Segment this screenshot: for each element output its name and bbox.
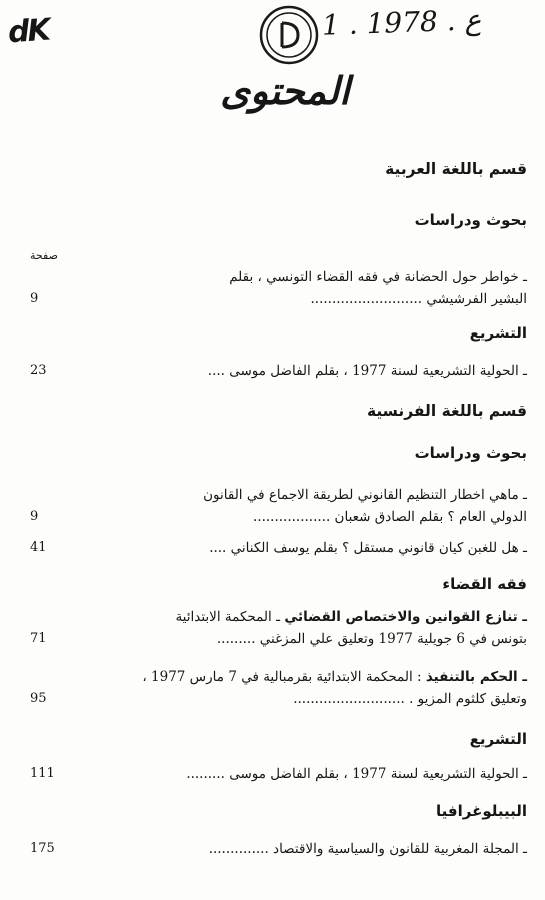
entry-page-number: 175	[30, 841, 55, 856]
toc-entry[interactable]	[30, 666, 527, 710]
toc-entry[interactable]	[30, 763, 527, 785]
toc-entry[interactable]	[30, 606, 527, 650]
toc-entry[interactable]	[30, 537, 527, 559]
section-title-arabic: قسم باللغة العربية	[385, 160, 527, 178]
library-stamp-icon	[258, 4, 320, 66]
toc-entry[interactable]	[30, 360, 527, 382]
entry-text-line: البشير الفرشيشي ..........................	[310, 291, 527, 307]
entry-page-number: 111	[30, 766, 55, 781]
entry-text-line: وتعليق كلثوم المزيو . ..........................	[293, 691, 527, 707]
entry-rest-text: ـ المحكمة الابتدائية	[175, 609, 285, 625]
subsection-french-bibliography: البيبلوغرافيا	[436, 802, 527, 820]
entry-rest-text: : المحكمة الابتدائية بقرمبالية في 7 مارس 1977 ،	[142, 669, 426, 685]
subsection-french-legislation: التشريع	[469, 730, 527, 748]
section-title-french: قسم باللغة الفرنسية	[366, 402, 527, 420]
entry-text-line	[30, 606, 527, 628]
toc-entry[interactable]	[30, 484, 527, 528]
entry-text-line: ـ الحولية التشريعية لسنة 1977 ، بقلم الفاضل موسى .........	[186, 766, 527, 782]
entry-text-line: الدولي العام ؟ بقلم الصادق شعبان ..................	[253, 509, 527, 525]
entry-text-line: ـ الحولية التشريعية لسنة 1977 ، بقلم الفاضل موسى ....	[207, 363, 527, 379]
entry-text-line: ـ ماهي اخطار التنظيم القانوني لطريقة الاجماع في القانون	[203, 487, 527, 503]
entry-lead-text: ـ الحكم بالتنفيذ	[425, 669, 527, 685]
entry-page-number: 71	[30, 631, 47, 646]
entry-text-line: ـ المجلة المغربية للقانون والسياسية والاقتصاد ..............	[208, 841, 527, 857]
subsection-arabic-legislation: التشريع	[469, 324, 527, 342]
entry-page-number: 23	[30, 363, 47, 378]
entry-text-line: بتونس في 6 جويلية 1977 وتعليق علي المزغني .........	[216, 631, 527, 647]
subsection-french-research: بحوث ودراسات	[414, 444, 527, 462]
entry-lead-text: ـ تنازع القوانين والاختصاص القضائي	[284, 609, 527, 625]
entry-page-number: 95	[30, 691, 47, 706]
entry-page-number: 9	[30, 509, 39, 524]
toc-entry[interactable]	[30, 838, 527, 860]
entry-page-number: 9	[30, 291, 39, 306]
handwritten-date: 1 . ع . 1978	[321, 3, 482, 42]
subsection-french-jurisprudence: فقه القضاء	[442, 575, 527, 593]
entry-text-line: ـ هل للغبن كيان قانوني مستقل ؟ بقلم يوسف الكناني ....	[209, 540, 527, 556]
page-title: المحتوى	[220, 68, 350, 113]
entry-text-line	[30, 666, 527, 688]
page-column-label: صفحة	[30, 249, 58, 262]
handwritten-initials: dK	[6, 12, 50, 51]
toc-entry[interactable]	[30, 266, 527, 310]
entry-page-number: 41	[30, 540, 47, 555]
entry-text-line: ـ خواطر حول الحضانة في فقه القضاء التونسي ، بقلم	[229, 269, 527, 285]
subsection-arabic-research: بحوث ودراسات	[414, 211, 527, 229]
